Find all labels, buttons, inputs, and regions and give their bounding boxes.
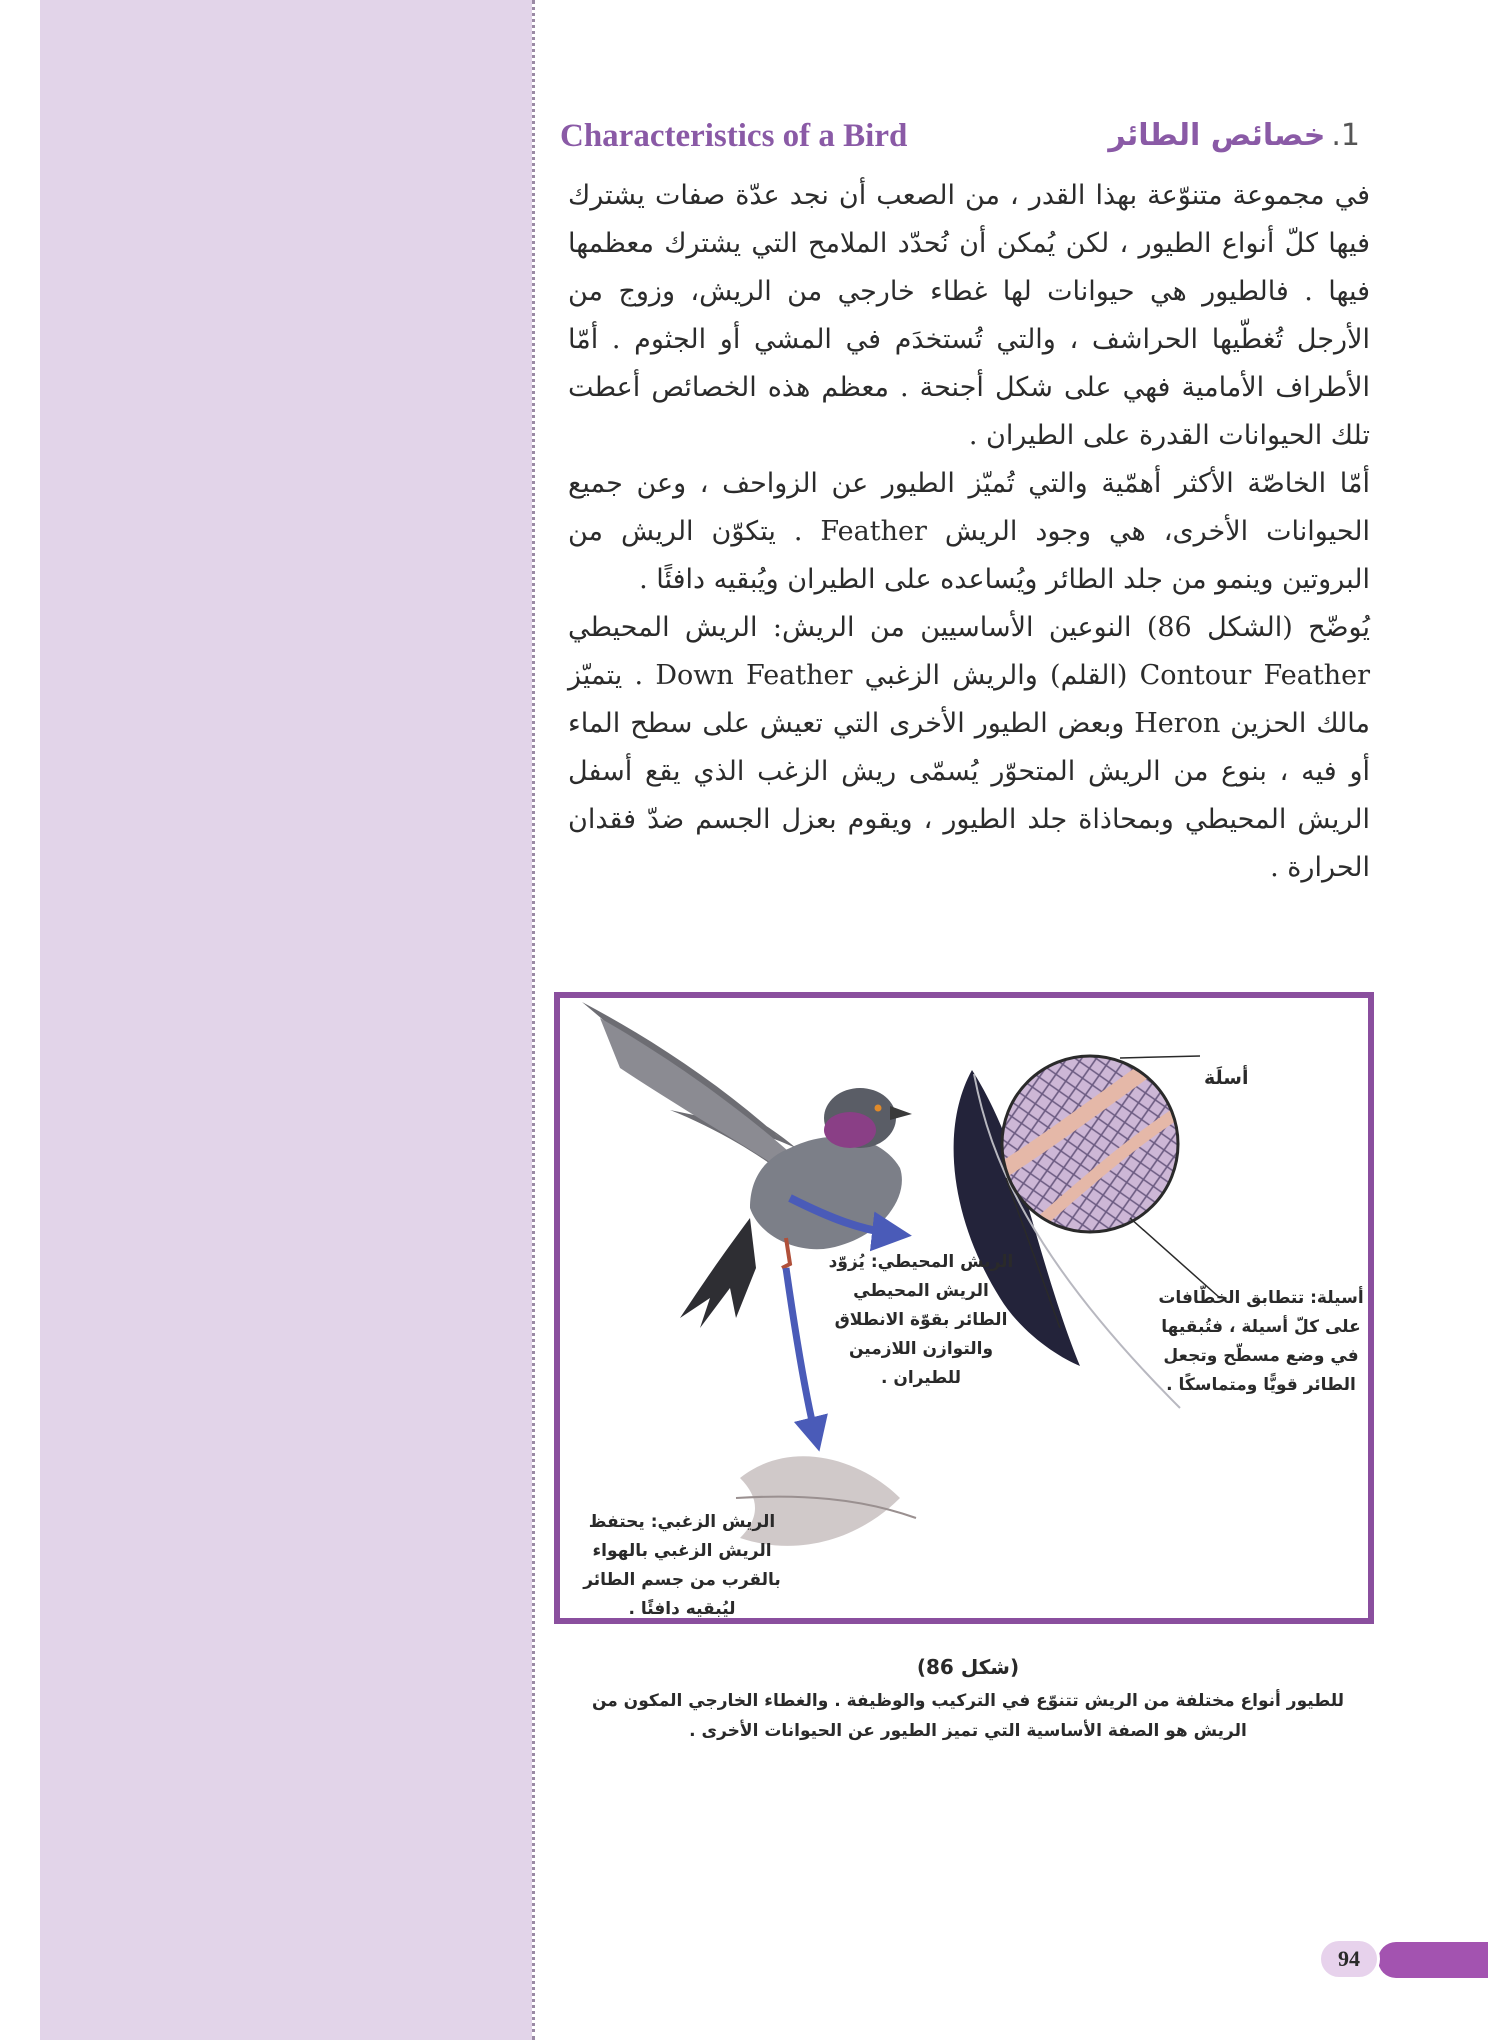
body-text: [568, 172, 1370, 892]
label-down-feather: الريش الزغبي: يحتفظ الريش الزغبي بالهواء بالقرب من جسم الطائر ليُبقيه دافئًا .: [583, 1512, 781, 1619]
label-barbules: أسيلة: تتطابق الخطّافات على كلّ أسيلة ، فتُبقيها في وضع مسطّح وتجعل الطائر قويًّا ومتماسكًا .: [1158, 1288, 1364, 1395]
paragraph-1: في مجموعة متنوّعة بهذا القدر ، من الصعب أن نجد عدّة صفات يشترك فيها كلّ أنواع الطيور ، لكن يُمكن أن نُحدّد الملامح التي يشترك معظمها فيها . فالطيور هي حيوانات لها غطاء خارجي من الريش، وزوج من الأرجل تُغطّيها الحراشف ، والتي تُستخدَم في المشي أو الجثوم . أمّا الأطراف الأمامية فهي على شكل أجنحة . معظم هذه الخصائص أعطت تلك الحيوانات القدرة على الطيران .: [568, 180, 1370, 451]
page-number: 94: [1318, 1938, 1380, 1980]
paragraph-3: يُوضّح (الشكل 86) النوعين الأساسيين من الريش: الريش المحيطي Contour Feather (القلم) والريش الزغبي Down Feather . يتميّز مالك الحزين Heron وبعض الطيور الأخرى التي تعيش على سطح الماء أو فيه ، بنوع من الريش المتحوّر يُسمّى ريش الزغب الذي يقع أسفل الريش المحيطي وبمحاذاة جلد الطيور ، ويقوم بعزل الجسم ضدّ فقدان الحرارة .: [568, 612, 1371, 883]
paragraph-2: أمّا الخاصّة الأكثر أهمّية والتي تُميّز الطيور عن الزواحف ، وعن جميع الحيوانات الأخرى، هي وجود الريش Feather . يتكوّن الريش من البروتين وينمو من جلد الطائر ويُساعده على الطيران ويُبقيه دافئًا .: [568, 468, 1370, 595]
section-number: 1.: [1331, 118, 1360, 153]
label-contour-feather: الريش المحيطي: يُزوّد الريش المحيطي الطائر بقوّة الانطلاق والتوازن اللازمين للطيران .: [828, 1252, 1014, 1388]
page-number-tab: [1378, 1942, 1488, 1978]
heading-english: Characteristics of a Bird: [560, 118, 908, 154]
caption-title: (شكل 86): [916, 1655, 1020, 1679]
label-barb: أسلَة: [1204, 1067, 1249, 1089]
section-heading: [560, 118, 1360, 162]
heading-arabic: [1108, 118, 1360, 153]
down-arrow: [786, 1268, 816, 1438]
figure-86: [554, 992, 1374, 1624]
heading-arabic-text: خصائص الطائر: [1108, 118, 1326, 153]
caption-text: للطيور أنواع مختلفة من الريش تتنوّع في التركيب والوظيفة . والغطاء الخارجي المكون من الريش هو الصفة الأساسية التي تميز الطيور عن الحيوانات الأخرى .: [591, 1691, 1345, 1741]
dotted-divider: [532, 0, 535, 2040]
side-margin-strip: [40, 0, 532, 2040]
page-left-margin: [0, 0, 40, 2040]
figure-caption: [566, 1650, 1370, 1746]
